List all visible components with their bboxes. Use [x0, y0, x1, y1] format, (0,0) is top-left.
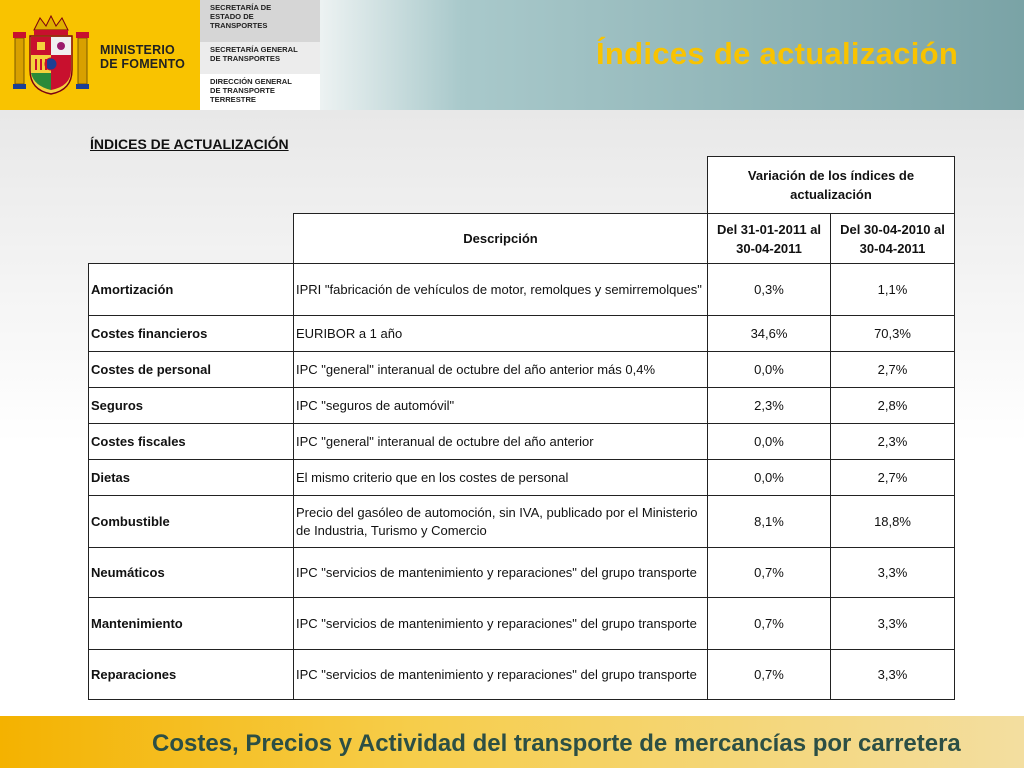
header-bar	[0, 0, 1024, 110]
org-secretaria-estado	[200, 0, 320, 42]
row-description: IPC "servicios de mantenimiento y reparaciones" del grupo transporte	[293, 597, 708, 650]
row-description: El mismo criterio que en los costes de personal	[293, 459, 708, 496]
org-direccion-general	[200, 74, 320, 110]
row-label: Neumáticos	[88, 547, 294, 598]
org3-line-2: DE TRANSPORTE	[210, 86, 275, 95]
row-value-period-1: 2,3%	[707, 387, 831, 424]
ministry-line-2: DE FOMENTO	[100, 57, 186, 71]
row-value-period-1: 0,3%	[707, 263, 831, 316]
row-value-period-2: 3,3%	[830, 597, 955, 650]
row-description: Precio del gasóleo de automoción, sin IVA, publicado por el Ministerio de Industria, Turismo y Comercio	[293, 495, 708, 548]
row-value-period-2: 2,7%	[830, 459, 955, 496]
ministry-line-1: MINISTERIO	[100, 43, 175, 57]
row-label: Combustible	[88, 495, 294, 548]
org1-line-3: TRANSPORTES	[210, 21, 268, 30]
row-value-period-2: 2,7%	[830, 351, 955, 388]
row-label: Costes de personal	[88, 351, 294, 388]
row-value-period-2: 70,3%	[830, 315, 955, 352]
row-value-period-1: 0,0%	[707, 459, 831, 496]
row-value-period-1: 0,0%	[707, 423, 831, 460]
ministry-logo	[0, 0, 200, 110]
row-label: Dietas	[88, 459, 294, 496]
row-value-period-2: 3,3%	[830, 649, 955, 700]
row-description: IPC "seguros de automóvil"	[293, 387, 708, 424]
org1-line-1: SECRETARÍA DE	[210, 3, 272, 12]
org3-line-3: TERRESTRE	[210, 95, 256, 104]
row-value-period-2: 18,8%	[830, 495, 955, 548]
column-header-period-1: Del 31-01-2011 al 30-04-2011	[707, 213, 831, 264]
row-value-period-2: 2,8%	[830, 387, 955, 424]
row-label: Costes financieros	[88, 315, 294, 352]
row-label: Costes fiscales	[88, 423, 294, 460]
coat-of-arms-icon	[12, 14, 90, 96]
org2-line-2: DE TRANSPORTES	[210, 54, 281, 63]
row-value-period-1: 34,6%	[707, 315, 831, 352]
row-description: IPC "general" interanual de octubre del año anterior	[293, 423, 708, 460]
table-title: ÍNDICES DE ACTUALIZACIÓN	[90, 136, 289, 152]
row-value-period-2: 3,3%	[830, 547, 955, 598]
row-value-period-1: 0,7%	[707, 649, 831, 700]
org2-line-1: SECRETARÍA GENERAL	[210, 45, 298, 54]
column-header-description: Descripción	[293, 213, 708, 264]
org3-line-1: DIRECCIÓN GENERAL	[210, 77, 292, 86]
group-header: Variación de los índices de actualización	[707, 156, 955, 214]
row-value-period-2: 2,3%	[830, 423, 955, 460]
row-value-period-2: 1,1%	[830, 263, 955, 316]
org-secretaria-general	[200, 42, 320, 74]
footer-title: Costes, Precios y Actividad del transporte de mercancías por carretera	[152, 730, 961, 757]
row-description: IPC "servicios de mantenimiento y reparaciones" del grupo transporte	[293, 649, 708, 700]
slide-title: Índices de actualización	[596, 36, 959, 71]
row-label: Amortización	[88, 263, 294, 316]
row-description: EURIBOR a 1 año	[293, 315, 708, 352]
row-value-period-1: 0,0%	[707, 351, 831, 388]
ministry-name	[100, 43, 185, 71]
row-label: Mantenimiento	[88, 597, 294, 650]
row-value-period-1: 0,7%	[707, 547, 831, 598]
column-header-period-2: Del 30-04-2010 al 30-04-2011	[830, 213, 955, 264]
row-label: Seguros	[88, 387, 294, 424]
row-value-period-1: 8,1%	[707, 495, 831, 548]
footer-bar	[0, 716, 1024, 768]
row-label: Reparaciones	[88, 649, 294, 700]
row-description: IPC "servicios de mantenimiento y reparaciones" del grupo transporte	[293, 547, 708, 598]
row-description: IPRI "fabricación de vehículos de motor, remolques y semirremolques"	[293, 263, 708, 316]
row-description: IPC "general" interanual de octubre del año anterior más 0,4%	[293, 351, 708, 388]
org1-line-2: ESTADO DE	[210, 12, 254, 21]
row-value-period-1: 0,7%	[707, 597, 831, 650]
organization-column	[200, 0, 320, 110]
